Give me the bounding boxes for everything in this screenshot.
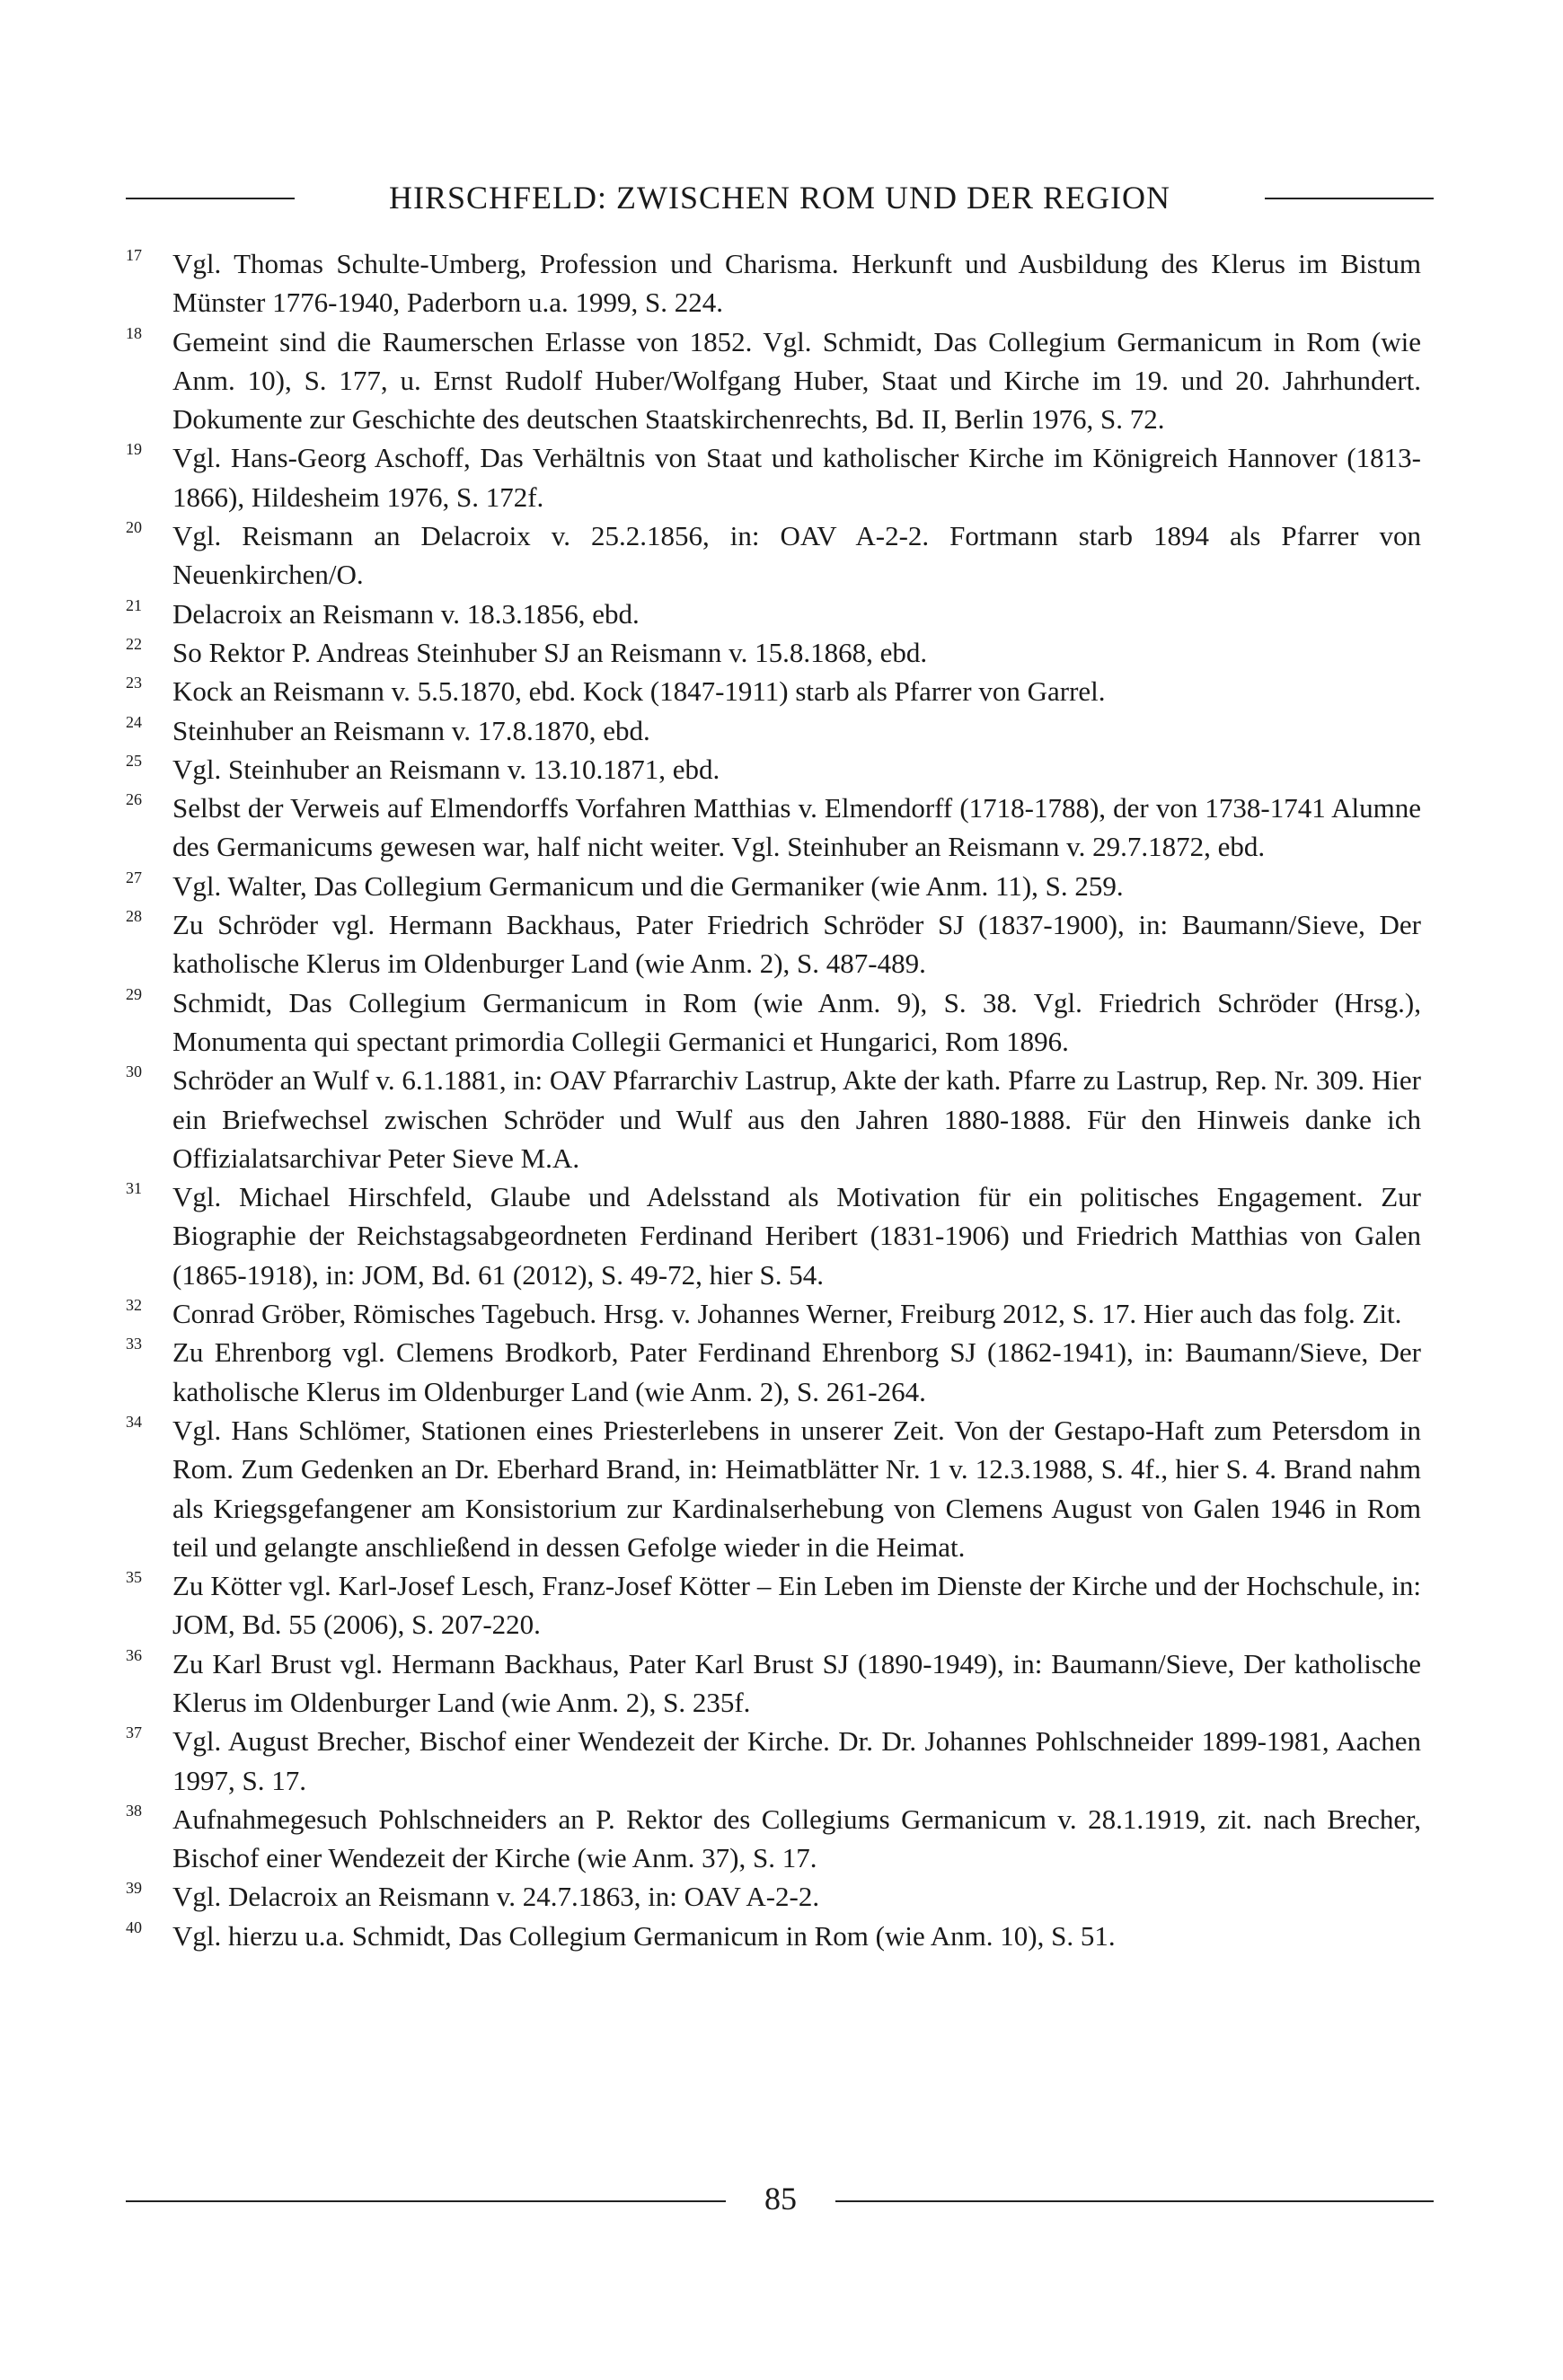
footnote-number: 19 [126, 440, 142, 459]
footnote-number: 17 [126, 246, 142, 264]
footnote-number: 28 [126, 907, 142, 926]
footnote-number: 39 [126, 1879, 142, 1898]
footnote-text: Zu Ehrenborg vgl. Clemens Brodkorb, Pater Ferdinand Ehrenborg SJ (1862-1941), in: Baumann/Sieve, Der katholische Klerus im Oldenburger Land (wie Anm. 2), S. 261-264. [172, 1336, 1421, 1407]
footnote-number: 22 [126, 634, 142, 653]
footer-rule-left [126, 2200, 726, 2202]
footnote [126, 595, 1421, 633]
page-footer [0, 2177, 1563, 2222]
footnote-text: So Rektor P. Andreas Steinhuber SJ an Reismann v. 15.8.1868, ebd. [172, 636, 928, 668]
footnote-text: Gemeint sind die Raumerschen Erlasse von 1852. Vgl. Schmidt, Das Collegium Germanicum in Rom (wie Anm. 10), S. 177, u. Ernst Rudolf Huber/Wolfgang Huber, Staat und Kirche im 19. und 20. Jahrhundert. Dokumente zur Geschichte des deutschen Staatskirchenrechts, Bd. II, Berlin 1976, S. 72. [172, 325, 1421, 436]
footnote [126, 983, 1421, 1062]
footnote-number: 31 [126, 1179, 142, 1198]
footnote [126, 1061, 1421, 1177]
footnote-text: Kock an Reismann v. 5.5.1870, ebd. Kock (1847-1911) starb als Pfarrer von Garrel. [172, 675, 1106, 708]
footnote [126, 672, 1421, 710]
footnote-text: Zu Karl Brust vgl. Hermann Backhaus, Pater Karl Brust SJ (1890-1949), in: Baumann/Sieve, Der katholische Klerus im Oldenburger Land (wie Anm. 2), S. 235f. [172, 1647, 1421, 1718]
footnote-text: Delacroix an Reismann v. 18.3.1856, ebd. [172, 597, 640, 630]
footnote-text: Vgl. Reismann an Delacroix v. 25.2.1856, in: OAV A-2-2. Fortmann starb 1894 als Pfarrer von Neuenkirchen/O. [172, 520, 1421, 591]
footnote-number: 32 [126, 1296, 142, 1315]
footnote-text: Vgl. August Brecher, Bischof einer Wendezeit der Kirche. Dr. Dr. Johannes Pohlschneider 1899-1981, Aachen 1997, S. 17. [172, 1725, 1421, 1796]
footnote [126, 905, 1421, 983]
footnote [126, 867, 1421, 905]
footnote-text: Vgl. Walter, Das Collegium Germanicum und die Germaniker (wie Anm. 11), S. 259. [172, 869, 1124, 902]
footnote [126, 1566, 1421, 1644]
footnote [126, 516, 1421, 595]
footnote [126, 1917, 1421, 1955]
footnote [126, 1411, 1421, 1566]
footnote-number: 20 [126, 518, 142, 537]
footnote-number: 25 [126, 751, 142, 770]
footnote [126, 1722, 1421, 1800]
footnote-text: Vgl. Hans Schlömer, Stationen eines Priesterlebens in unserer Zeit. Von der Gestapo-Haft zum Petersdom in Rom. Zum Gedenken an Dr. Eberhard Brand, in: Heimatblätter Nr. 1 v. 12.3.1988, S. 4f., hier S. 4. Brand nahm als Kriegsgefangener am Konsistorium zur Kardinalserhebung von Clemens August von Galen 1946 in Rom teil und gelangte anschließend in dessen Gefolge wieder in die Heimat. [172, 1414, 1421, 1563]
footnote-text: Schmidt, Das Collegium Germanicum in Rom (wie Anm. 9), S. 38. Vgl. Friedrich Schröder (Hrsg.), Monumenta qui spectant primordia Collegii Germanici et Hungarici, Rom 1896. [172, 986, 1421, 1057]
header-rule-left [126, 198, 295, 199]
footnote-text: Selbst der Verweis auf Elmendorffs Vorfahren Matthias v. Elmendorff (1718-1788), der von 1738-1741 Alumne des Germanicums gewesen war, half nicht weiter. Vgl. Steinhuber an Reismann v. 29.7.1872, ebd. [172, 792, 1421, 863]
footnote-text: Vgl. hierzu u.a. Schmidt, Das Collegium Germanicum in Rom (wie Anm. 10), S. 51. [172, 1919, 1116, 1952]
footnote-number: 23 [126, 674, 142, 692]
footnote-text: Zu Schröder vgl. Hermann Backhaus, Pater Friedrich Schröder SJ (1837-1900), in: Baumann/Sieve, Der katholische Klerus im Oldenburger Land (wie Anm. 2), S. 487-489. [172, 909, 1421, 980]
footnote-text: Vgl. Steinhuber an Reismann v. 13.10.1871, ebd. [172, 753, 720, 785]
footnote-number: 26 [126, 790, 142, 809]
footnote-text: Vgl. Thomas Schulte-Umberg, Profession und Charisma. Herkunft und Ausbildung des Klerus im Bistum Münster 1776-1940, Paderborn u.a. 1999, S. 224. [172, 248, 1421, 319]
footnote-text: Steinhuber an Reismann v. 17.8.1870, ebd. [172, 714, 650, 746]
footnote-text: Schröder an Wulf v. 6.1.1881, in: OAV Pfarrarchiv Lastrup, Akte der kath. Pfarre zu Lastrup, Rep. Nr. 309. Hier ein Briefwechsel zwischen Schröder und Wulf aus den Jahren 1880-1888. Für den Hinweis danke ich Offizialatsarchivar Peter Sieve M.A. [172, 1064, 1421, 1174]
footnote-number: 29 [126, 984, 142, 1003]
footnote-text: Aufnahmegesuch Pohlschneiders an P. Rektor des Collegiums Germanicum v. 28.1.1919, zit. nach Brecher, Bischof einer Wendezeit der Kirche (wie Anm. 37), S. 17. [172, 1803, 1421, 1874]
footnote-text: Vgl. Hans-Georg Aschoff, Das Verhältnis von Staat und katholischer Kirche im Königreich Hannover (1813-1866), Hildesheim 1976, S. 172f. [172, 442, 1421, 513]
footnote-number: 33 [126, 1335, 142, 1353]
footnote [126, 711, 1421, 750]
footnote [126, 789, 1421, 867]
footnote-number: 27 [126, 868, 142, 886]
footnote-number: 35 [126, 1568, 142, 1587]
footnote [126, 1877, 1421, 1916]
footer-rule-right [835, 2200, 1434, 2202]
footnote-number: 34 [126, 1412, 142, 1431]
header-rule-right [1265, 198, 1434, 199]
footnote [126, 1294, 1421, 1333]
footnote-number: 18 [126, 323, 142, 342]
running-header-title: HIRSCHFELD: ZWISCHEN ROM UND DER REGION [388, 180, 1170, 216]
footnote-number: 37 [126, 1723, 142, 1742]
footnote [126, 322, 1421, 439]
footnote-number: 24 [126, 712, 142, 731]
page-number: 85 [764, 2181, 797, 2217]
running-header [0, 180, 1563, 219]
footnote-number: 40 [126, 1917, 142, 1936]
footnote [126, 750, 1421, 789]
footnote-number: 30 [126, 1062, 142, 1081]
footnote [126, 633, 1421, 672]
footnote [126, 244, 1421, 322]
footnote [126, 1800, 1421, 1878]
footnote-number: 38 [126, 1801, 142, 1820]
footnote-text: Vgl. Delacroix an Reismann v. 24.7.1863, in: OAV A-2-2. [172, 1881, 820, 1913]
footnote [126, 1177, 1421, 1294]
footnote-number: 21 [126, 595, 142, 614]
footnote-text: Zu Kötter vgl. Karl-Josef Lesch, Franz-Josef Kötter – Ein Leben im Dienste der Kirche und der Hochschule, in: JOM, Bd. 55 (2006), S. 207-220. [172, 1570, 1421, 1641]
footnote-text: Conrad Gröber, Römisches Tagebuch. Hrsg. v. Johannes Werner, Freiburg 2012, S. 17. Hier auch das folg. Zit. [172, 1298, 1402, 1330]
footnotes-list [126, 244, 1421, 1955]
footnote [126, 438, 1421, 516]
footnote [126, 1644, 1421, 1723]
footnote [126, 1333, 1421, 1411]
footnote-text: Vgl. Michael Hirschfeld, Glaube und Adelsstand als Motivation für ein politisches Engagement. Zur Biographie der Reichstagsabgeordneten Ferdinand Heribert (1831-1906) und Friedrich Matthias von Galen (1865-1918), in: JOM, Bd. 61 (2012), S. 49-72, hier S. 54. [172, 1181, 1421, 1291]
footnote-number: 36 [126, 1645, 142, 1664]
